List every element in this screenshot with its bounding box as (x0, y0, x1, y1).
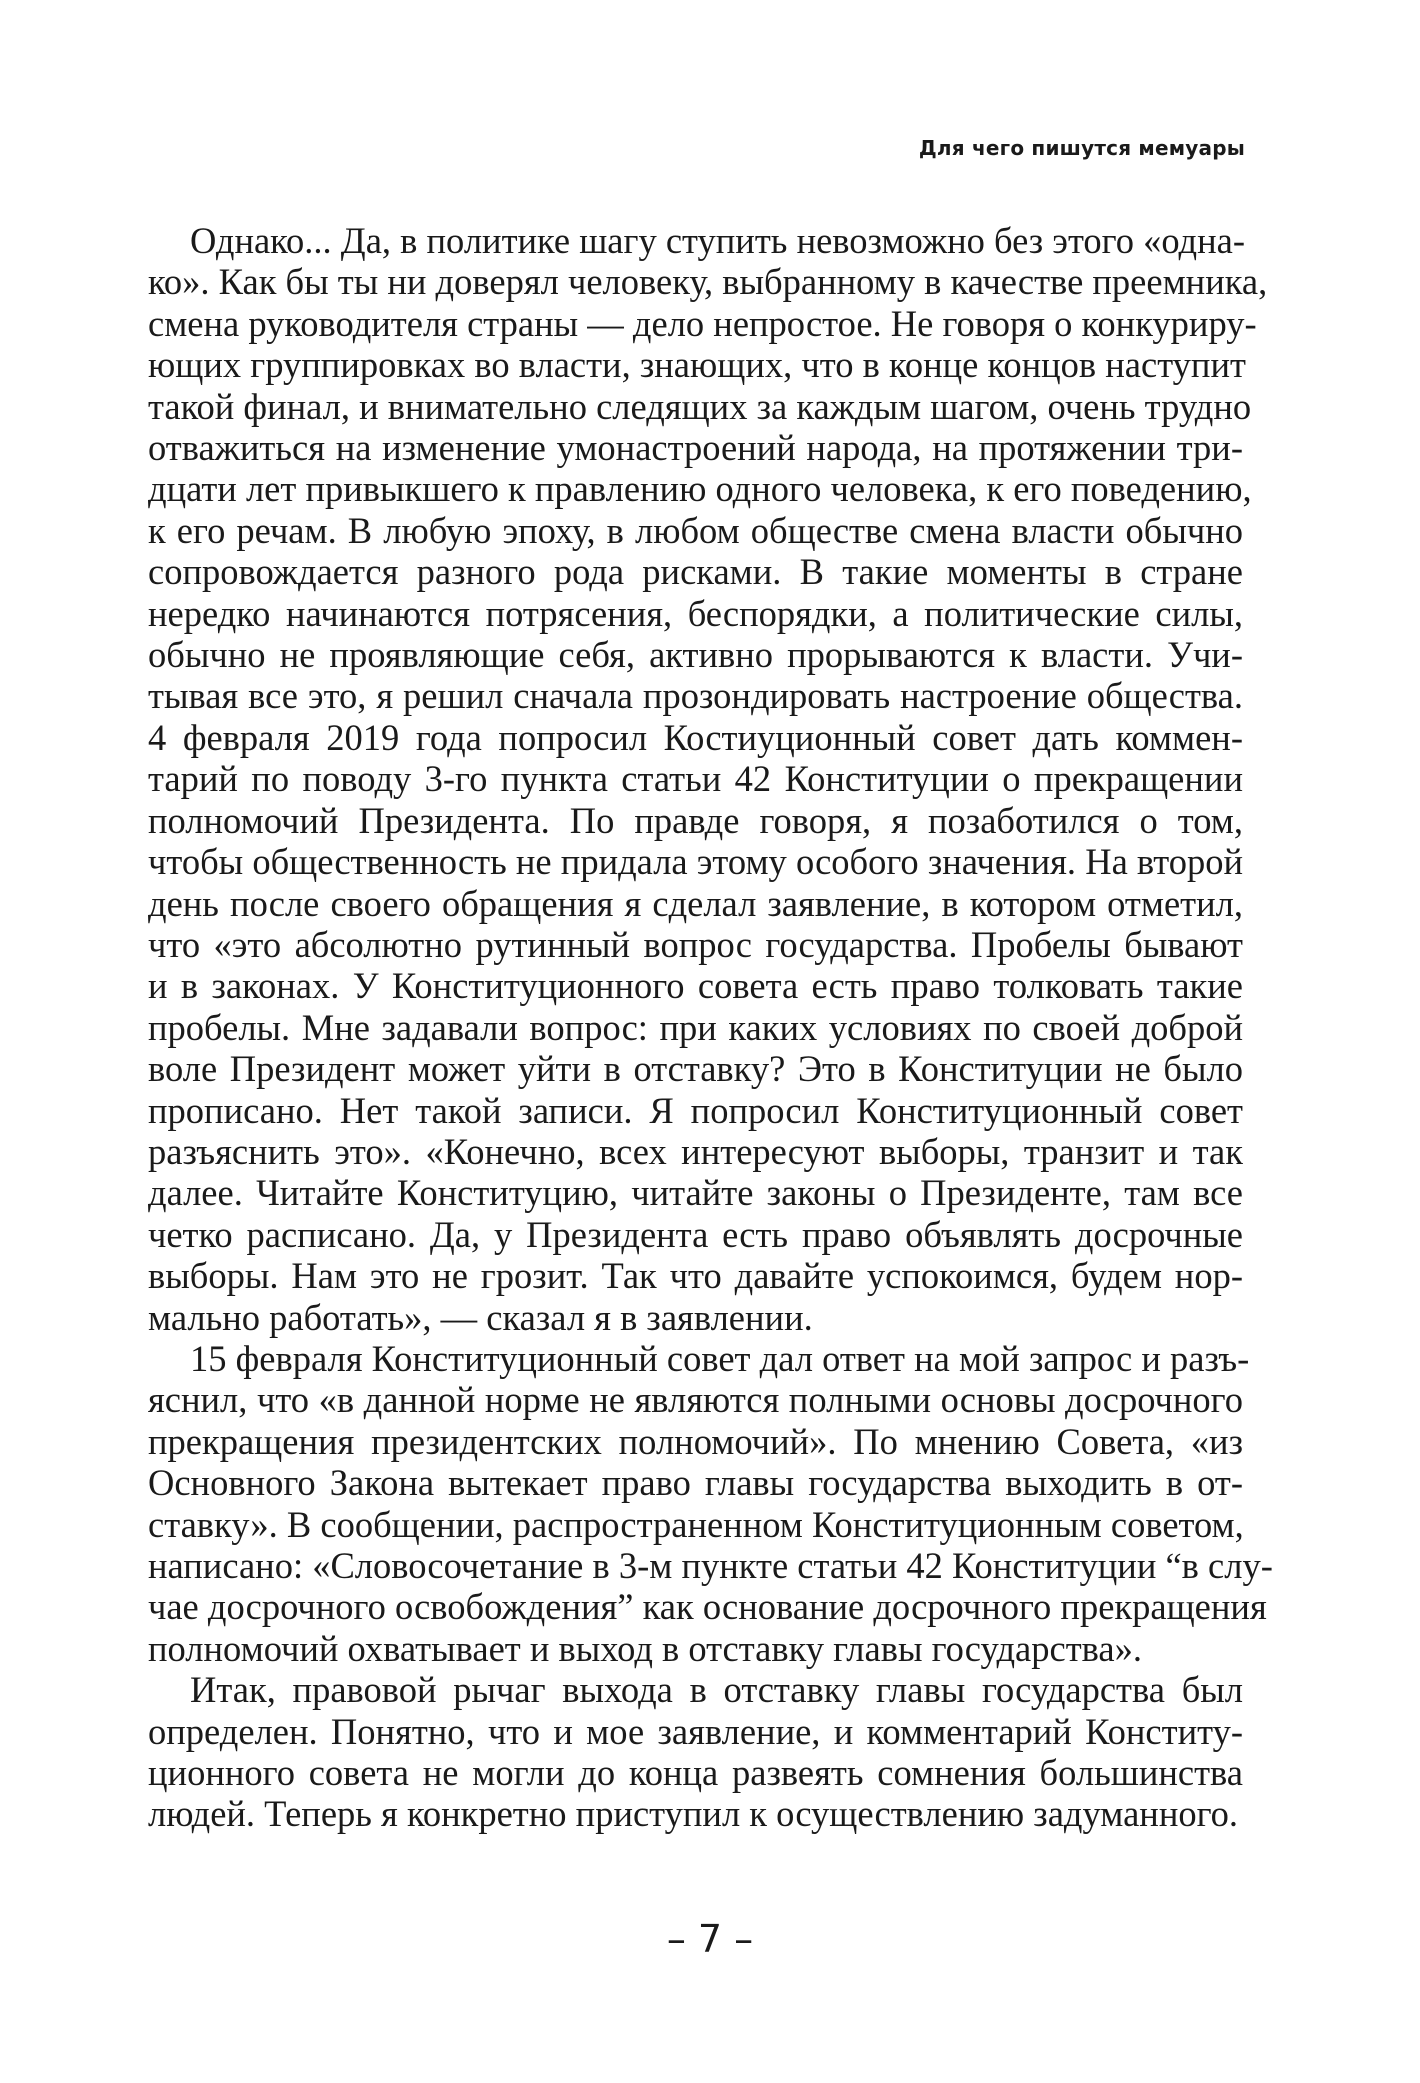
text-line: определен. Понятно, что и мое заявление, и комментарий Конститу- (148, 1710, 1243, 1752)
text-line: день после своего обращения я сделал заявление, в котором отметил, (148, 882, 1243, 924)
page-body (148, 220, 1273, 1835)
paragraph (148, 1337, 1273, 1669)
text-line: чае досрочного освобождения” как основание досрочного прекращения (148, 1586, 1267, 1628)
text-line: яснил, что «в данной норме не являются полными основы досрочного (148, 1379, 1243, 1421)
page-number: – 7 – (666, 1917, 754, 1961)
text-line: ющих группировках во власти, знающих, что в конце концов наступит (148, 344, 1246, 386)
running-header: Для чего пишутся мемуары (918, 136, 1245, 160)
text-line: разъяснить это». «Конечно, всех интересуют выборы, транзит и так (148, 1130, 1243, 1172)
text-line: 4 февраля 2019 года попросил Костиуционный совет дать коммен- (148, 716, 1243, 758)
text-line: Итак, правовой рычаг выхода в отставку главы государства был (190, 1669, 1243, 1711)
text-line: ставку». В сообщении, распространенном Конституционным советом, (148, 1503, 1244, 1545)
text-line: написано: «Словосочетание в 3-м пункте статьи 42 Конституции “в слу- (148, 1545, 1273, 1586)
text-line: прекращения президентских полномочий». По мнению Совета, «из (148, 1420, 1243, 1462)
text-line: сопровождается разного рода рисками. В такие моменты в стране (148, 551, 1243, 593)
text-line: ко». Как бы ты ни доверял человеку, выбранному в качестве преемника, (148, 261, 1268, 303)
text-line: людей. Теперь я конкретно приступил к осуществлению задуманного. (148, 1793, 1239, 1835)
text-line: ционного совета не могли до конца развеять сомнения большинства (148, 1752, 1243, 1794)
text-line: смена руководителя страны — дело непростое. Не говоря о конкуриру- (148, 302, 1257, 344)
text-line: и в законах. У Конституционного совета есть право толковать такие (148, 965, 1243, 1007)
text-line: чтобы общественность не придала этому особого значения. На второй (148, 841, 1243, 883)
paragraph (148, 220, 1268, 1338)
text-line: полномочий Президента. По правде говоря, я позаботился о том, (148, 799, 1243, 841)
text-line: тарий по поводу 3-го пункта статьи 42 Конституции о прекращении (148, 758, 1243, 800)
text-line: Однако... Да, в политике шагу ступить невозможно без этого «одна- (190, 220, 1246, 261)
text-line: мально работать», — сказал я в заявлении. (148, 1296, 813, 1338)
text-line: воле Президент может уйти в отставку? Это в Конституции не было (148, 1048, 1243, 1090)
text-line: Основного Закона вытекает право главы государства выходить в от- (148, 1462, 1243, 1504)
text-line: к его речам. В любую эпоху, в любом обществе смена власти обычно (148, 509, 1243, 551)
text-line: тывая все это, я решил сначала прозондировать настроение общества. (148, 675, 1243, 717)
text-line: такой финал, и внимательно следящих за каждым шагом, очень трудно (148, 385, 1252, 427)
text-line: выборы. Нам это не грозит. Так что давайте успокоимся, будем нор- (148, 1255, 1243, 1297)
text-line: полномочий охватывает и выход в отставку главы государства». (148, 1627, 1142, 1669)
text-line: отважиться на изменение умонастроений народа, на протяжении три- (148, 427, 1243, 469)
text-line: прописано. Нет такой записи. Я попросил Конституционный совет (148, 1089, 1243, 1131)
text-line: что «это абсолютно рутинный вопрос государства. Пробелы бывают (148, 923, 1243, 965)
text-line: далее. Читайте Конституцию, читайте законы о Президенте, там все (148, 1172, 1243, 1214)
text-line: обычно не проявляющие себя, активно прорываются к власти. Учи- (148, 634, 1243, 676)
text-line: четко расписано. Да, у Президента есть право объявлять досрочные (148, 1213, 1243, 1255)
paragraph (148, 1669, 1243, 1835)
text-line: пробелы. Мне задавали вопрос: при каких условиях по своей доброй (148, 1006, 1243, 1048)
text-line: 15 февраля Конституционный совет дал ответ на мой запрос и разъ- (190, 1337, 1250, 1379)
text-line: нередко начинаются потрясения, беспорядки, а политические силы, (148, 592, 1243, 634)
text-line: дцати лет привыкшего к правлению одного человека, к его поведению, (148, 468, 1252, 510)
